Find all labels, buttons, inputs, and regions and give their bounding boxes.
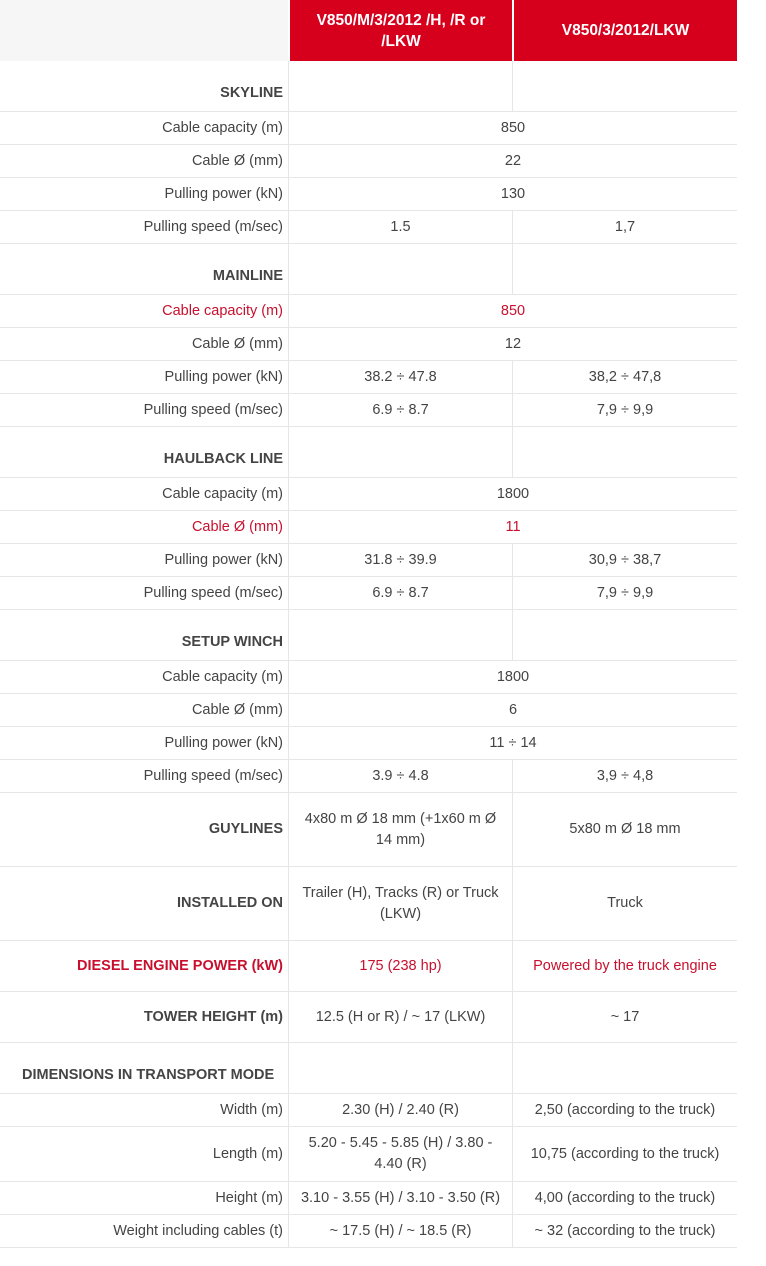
section-setup-winch [0,610,737,661]
section-title: SETUP WINCH [181,634,283,650]
table-row [0,178,737,211]
section-title: DIMENSIONS IN TRANSPORT MODE [22,1067,275,1083]
table-row [0,727,737,760]
row-label: TOWER HEIGHT (m) [143,1008,283,1025]
section-mainline [0,244,737,295]
row-value-col1: 3.9 ÷ 4.8 [288,760,512,792]
row-value-col1: 12.5 (H or R) / ~ 17 (LKW) [288,992,512,1042]
row-label: Weight including cables (t) [113,1222,283,1239]
row-value: 1800 [288,661,737,693]
row-label: Pulling speed (m/sec) [143,218,283,235]
header-col2: V850/3/2012/LKW [512,0,737,61]
section-title: HAULBACK LINE [163,451,283,467]
row-value-col2: 10,75 (according to the truck) [512,1127,737,1181]
row-value: 11 [288,511,737,543]
row-value-col1: 1.5 [288,211,512,243]
row-value: 850 [288,295,737,327]
row-value-col1: 175 (238 hp) [288,941,512,991]
row-label: DIESEL ENGINE POWER (kW) [77,957,283,974]
table-row-installed-on [0,867,737,941]
table-row-tower-height [0,992,737,1043]
section-title: SKYLINE [220,85,283,101]
table-row [0,544,737,577]
row-value-col1: 38.2 ÷ 47.8 [288,361,512,393]
row-label: Pulling power (kN) [164,368,283,385]
row-value-col1: 4x80 m Ø 18 mm (+1x60 m Ø 14 mm) [288,793,512,866]
row-label: Pulling power (kN) [164,734,283,751]
row-value-col2: 3,9 ÷ 4,8 [512,760,737,792]
table-row-highlighted [0,295,737,328]
row-value-col2: 5x80 m Ø 18 mm [512,793,737,866]
table-row [0,145,737,178]
section-skyline [0,61,737,112]
row-label: Cable Ø (mm) [191,152,283,169]
row-value-col2: 1,7 [512,211,737,243]
row-value-col1: ~ 17.5 (H) / ~ 18.5 (R) [288,1215,512,1247]
table-row-guylines [0,793,737,867]
section-dimensions [0,1043,737,1094]
section-title: MAINLINE [212,268,283,284]
table-row-diesel-power [0,941,737,992]
row-label: Pulling power (kN) [164,551,283,568]
header-blank [0,0,288,61]
row-value-col1: 6.9 ÷ 8.7 [288,394,512,426]
row-label: Cable Ø (mm) [191,518,283,535]
row-value-col2: ~ 32 (according to the truck) [512,1215,737,1247]
row-label: Cable Ø (mm) [191,335,283,352]
row-value-col2: 30,9 ÷ 38,7 [512,544,737,576]
row-label: Pulling speed (m/sec) [143,401,283,418]
row-value: 1800 [288,478,737,510]
row-label: Pulling speed (m/sec) [143,767,283,784]
row-label: Cable capacity (m) [162,302,283,319]
row-value-col2: 7,9 ÷ 9,9 [512,577,737,609]
row-label: Pulling speed (m/sec) [143,584,283,601]
row-label: Cable capacity (m) [162,485,283,502]
row-label: Cable Ø (mm) [191,701,283,718]
row-value: 11 ÷ 14 [288,727,737,759]
row-value: 130 [288,178,737,210]
row-label: Cable capacity (m) [162,119,283,136]
row-value-col2: 4,00 (according to the truck) [512,1182,737,1214]
row-value-col2: ~ 17 [512,992,737,1042]
row-label: GUYLINES [208,821,283,837]
row-value-col1: 5.20 - 5.45 - 5.85 (H) / 3.80 - 4.40 (R) [288,1127,512,1181]
row-label: Height (m) [215,1189,283,1206]
row-value-col2: 2,50 (according to the truck) [512,1094,737,1126]
row-value-col2: 7,9 ÷ 9,9 [512,394,737,426]
table-row [0,1182,737,1215]
table-row [0,394,737,427]
row-value: 850 [288,112,737,144]
table-row [0,661,737,694]
row-value-col1: 2.30 (H) / 2.40 (R) [288,1094,512,1126]
table-row [0,328,737,361]
table-row [0,694,737,727]
row-value-col1: 31.8 ÷ 39.9 [288,544,512,576]
row-value: 12 [288,328,737,360]
row-value-col1: 6.9 ÷ 8.7 [288,577,512,609]
table-row [0,1127,737,1182]
table-row [0,478,737,511]
table-row-highlighted [0,511,737,544]
row-label: Cable capacity (m) [162,668,283,685]
table-row [0,112,737,145]
table-row [0,361,737,394]
row-value-col2: 38,2 ÷ 47,8 [512,361,737,393]
row-value-col1: Trailer (H), Tracks (R) or Truck (LKW) [288,867,512,940]
row-label: Length (m) [212,1145,283,1162]
row-value-col2: Truck [512,867,737,940]
row-value: 22 [288,145,737,177]
row-label: INSTALLED ON [176,895,283,911]
row-value: 6 [288,694,737,726]
row-label: Pulling power (kN) [164,185,283,202]
table-row [0,1215,737,1248]
table-row [0,1094,737,1127]
row-value-col1: 3.10 - 3.55 (H) / 3.10 - 3.50 (R) [288,1182,512,1214]
section-haulback [0,427,737,478]
row-value-col2: Powered by the truck engine [512,941,737,991]
table-header [0,0,737,61]
table-row [0,211,737,244]
row-label: Width (m) [220,1101,283,1118]
header-col1: V850/M/3/2012 /H, /R or /LKW [288,0,512,61]
table-row [0,577,737,610]
table-row [0,760,737,793]
